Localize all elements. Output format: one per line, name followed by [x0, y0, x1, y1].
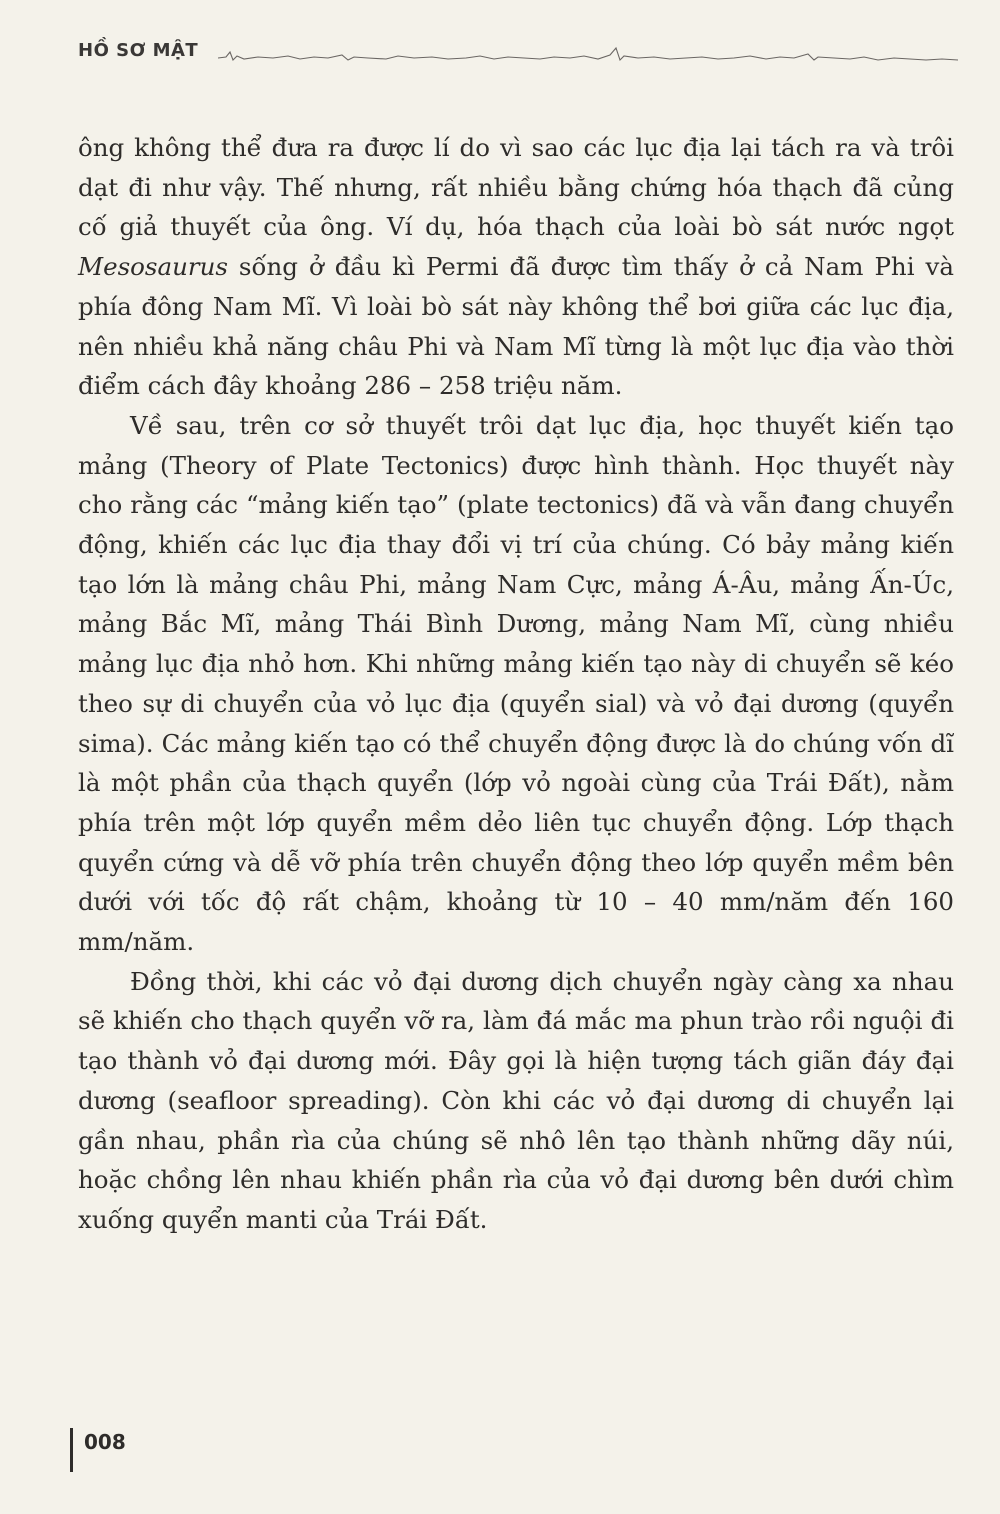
paragraph-2: Về sau, trên cơ sở thuyết trôi dạt lục địa, học thuyết kiến tạo mảng (Theory of Plate Tectonics) được hình thành. Học thuyết này cho rằng các “mảng kiến tạo” (plate tectonics) đã và vẫn đang chuyển động, khiến các lục địa thay đổi vị trí của chúng. Có bảy mảng kiến tạo lớn là mảng châu Phi, mảng Nam Cực, mảng Á-Âu, mảng Ấn-Úc, mảng Bắc Mĩ, mảng Thái Bình Dương, mảng Nam Mĩ, cùng nhiều mảng lục địa nhỏ hơn. Khi những mảng kiến tạo này di chuyển sẽ kéo theo sự di chuyển của vỏ lục địa (quyển sial) và vỏ đại dương (quyển sima). Các mảng kiến tạo có thể chuyển động được là do chúng vốn dĩ là một phần của thạch quyển (lớp vỏ ngoài cùng của Trái Đất), nằm phía trên một lớp quyển mềm dẻo liên tục chuyển động. Lớp thạch quyển cứng và dễ vỡ phía trên chuyển động theo lớp quyển mềm bên dưới với tốc độ rất chậm, khoảng từ 10 – 40 mm/năm đến 160 mm/năm. [78, 410, 954, 957]
paragraph-3: Đồng thời, khi các vỏ đại dương dịch chuyển ngày càng xa nhau sẽ khiến cho thạch quyển vỡ ra, làm đá mắc ma phun trào rồi nguội đi tạo thành vỏ đại dương mới. Đây gọi là hiện tượng tách giãn đáy đại dương (seafloor spreading). Còn khi các vỏ đại dương di chuyển lại gần nhau, phần rìa của chúng sẽ nhô lên tạo thành những dãy núi, hoặc chồng lên nhau khiến phần rìa của vỏ đại dương bên dưới chìm xuống quyển manti của Trái Đất. [78, 966, 954, 1234]
paragraph-1 [78, 128, 954, 406]
paragraph-1-text-a: ông không thể đưa ra được lí do vì sao các lục địa lại tách ra và trôi dạt đi như vậy. Thế nhưng, rất nhiều bằng chứng hóa thạch đã củng cố giả thuyết của ông. Ví dụ, hóa thạch của loài bò sát nước ngọt [78, 133, 954, 242]
running-header [78, 38, 958, 78]
paragraph-1-text-b: sống ở đầu kì Permi đã được tìm thấy ở cả Nam Phi và phía đông Nam Mĩ. Vì loài bò sát này không thể bơi giữa các lục địa, nên nhiều khả năng châu Phi và Nam Mĩ từng là một lục địa vào thời điểm cách đây khoảng 286 – 258 triệu năm. [78, 252, 954, 401]
book-title: HỒ SƠ MẬT [78, 40, 199, 61]
page-number-bar [70, 1428, 73, 1472]
seismograph-line-decoration [218, 38, 958, 78]
species-name-italic: Mesosaurus [78, 252, 228, 282]
page-number: 008 [84, 1430, 126, 1454]
body-text [78, 128, 954, 1240]
